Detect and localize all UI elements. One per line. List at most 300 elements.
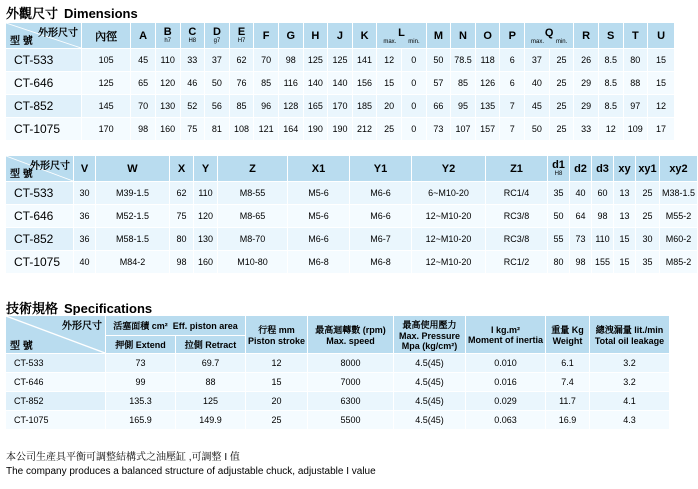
value-cell: M6-6 [350, 205, 412, 228]
col-header-z [218, 156, 288, 182]
value-cell: 25 [636, 182, 660, 205]
value-cell: 45 [131, 49, 156, 72]
value-cell: RC3/8 [486, 228, 548, 251]
value-cell: M8-70 [218, 228, 288, 251]
weight-en: Weight [552, 336, 583, 346]
value-cell: 0.016 [466, 373, 546, 392]
specifications-title-zh: 技術規格 [6, 301, 59, 316]
value-cell: 108 [229, 118, 254, 141]
col-label: R [582, 29, 591, 42]
model-cell: CT-646 [6, 72, 82, 95]
value-cell: 98 [278, 49, 303, 72]
value-cell: 13 [614, 182, 636, 205]
value-cell: 30 [74, 182, 96, 205]
col-label: K [360, 29, 369, 42]
value-cell: 0 [401, 118, 426, 141]
value-cell: 25 [549, 72, 574, 95]
value-cell: 157 [475, 118, 500, 141]
dimensions-title-en: Dimensions [64, 6, 138, 21]
value-cell: 110 [194, 182, 218, 205]
value-cell: 7.4 [546, 373, 590, 392]
value-cell: 26 [574, 49, 599, 72]
value-cell: 85 [451, 72, 476, 95]
col-label: H [311, 29, 320, 42]
value-cell: 6300 [308, 392, 394, 411]
weight-header [546, 316, 590, 354]
col-label: Y1 [373, 162, 388, 175]
value-cell: M60-2 [660, 228, 698, 251]
value-cell: 118 [475, 49, 500, 72]
value-cell: 65 [131, 72, 156, 95]
corner-header [6, 23, 82, 49]
value-cell: 4.5(45) [394, 373, 466, 392]
value-cell: 75 [180, 118, 205, 141]
col-label: X1 [311, 162, 326, 175]
col-header-h [303, 23, 328, 49]
value-cell: 6.1 [546, 354, 590, 373]
table-row [6, 49, 675, 72]
value-cell: 105 [82, 49, 131, 72]
value-cell: 121 [254, 118, 279, 141]
col-header-t [623, 23, 648, 49]
col-sublabel: H8 [188, 38, 197, 44]
col-label: B [163, 26, 172, 38]
value-cell: 70 [254, 49, 279, 72]
value-cell: M84-2 [96, 251, 170, 274]
value-cell: 8.5 [598, 49, 623, 72]
col-sublabels [525, 39, 573, 45]
col-header-c [180, 23, 205, 49]
model-cell: CT-646 [6, 205, 74, 228]
table-row [6, 95, 675, 118]
value-cell: 110 [155, 49, 180, 72]
col-header-l [377, 23, 426, 49]
value-cell: 7 [500, 118, 525, 141]
model-cell: CT-852 [6, 392, 106, 411]
col-header-m [426, 23, 451, 49]
value-cell: 98 [570, 251, 592, 274]
corner-outline-label: 外形尺寸 [38, 28, 79, 39]
dimensions-table-1 [5, 22, 675, 141]
value-cell: 156 [352, 72, 377, 95]
value-cell: 88 [176, 373, 246, 392]
value-cell: 25 [377, 118, 402, 141]
extend-header: 押側 Extend [106, 336, 176, 354]
col-sublabel: g7 [213, 38, 221, 44]
value-cell: 140 [328, 72, 353, 95]
value-cell: 190 [303, 118, 328, 141]
col-header-d2 [570, 156, 592, 182]
value-cell: 36 [74, 228, 96, 251]
value-cell: 0 [401, 49, 426, 72]
model-cell: CT-1075 [6, 118, 82, 141]
col-header-x1 [288, 156, 350, 182]
value-cell: 66 [426, 95, 451, 118]
col-label: d1 [552, 159, 565, 171]
table-row [6, 354, 670, 373]
value-cell: 0.029 [466, 392, 546, 411]
value-cell: 135 [475, 95, 500, 118]
value-cell: 62 [229, 49, 254, 72]
value-cell: 5500 [308, 411, 394, 430]
col-label: V [80, 162, 89, 175]
pressure-header [394, 316, 466, 354]
model-cell: CT-533 [6, 354, 106, 373]
value-cell: 165 [303, 95, 328, 118]
value-cell: 46 [180, 72, 205, 95]
value-cell: 98 [131, 118, 156, 141]
value-cell: M38-1.5 [660, 182, 698, 205]
value-cell: 12~M10-20 [412, 228, 486, 251]
value-cell: M8-65 [218, 205, 288, 228]
col-label: O [483, 29, 492, 42]
inertia-header [466, 316, 546, 354]
col-sublabel: h7 [164, 38, 172, 44]
col-letter: L [398, 26, 405, 39]
specifications-title-en: Specifications [64, 301, 153, 316]
table-row [6, 251, 698, 274]
sub-min: min. [555, 38, 568, 45]
value-cell: M6-8 [288, 251, 350, 274]
specifications-table [5, 315, 670, 430]
col-header-o [475, 23, 500, 49]
value-cell: 76 [229, 72, 254, 95]
col-label: xy [618, 162, 631, 175]
table-row [6, 228, 698, 251]
value-cell: 85 [254, 72, 279, 95]
leakage-header [590, 316, 670, 354]
value-cell: 4.1 [590, 392, 670, 411]
col-header-y1 [350, 156, 412, 182]
value-cell: 85 [229, 95, 254, 118]
col-label: xy1 [638, 162, 657, 175]
value-cell: 30 [636, 228, 660, 251]
value-cell: 0.010 [466, 354, 546, 373]
value-cell: 212 [352, 118, 377, 141]
value-cell: 164 [278, 118, 303, 141]
col-label: Y2 [441, 162, 456, 175]
model-cell: CT-533 [6, 49, 82, 72]
speed-zh: 最高迴轉數 (rpm) [315, 325, 386, 335]
value-cell: M5-6 [288, 205, 350, 228]
col-label: C [188, 26, 197, 38]
value-cell: 29 [574, 72, 599, 95]
value-cell: 35 [548, 182, 570, 205]
footer-note-zh: 本公司生產具平衡可調整結構式之油壓缸 ,可調整 I 值 [6, 452, 240, 463]
value-cell: 40 [525, 72, 550, 95]
table-row [6, 411, 670, 430]
col-header-x [170, 156, 194, 182]
value-cell: M39-1.5 [96, 182, 170, 205]
col-label: xy2 [669, 162, 688, 175]
value-cell: 50 [548, 205, 570, 228]
value-cell: 130 [194, 228, 218, 251]
speed-header [308, 316, 394, 354]
col-header-n [451, 23, 476, 49]
inertia-zh: I kg.m² [491, 324, 521, 335]
col-header-q [525, 23, 574, 49]
value-cell: 62 [170, 182, 194, 205]
value-cell: 16.9 [546, 411, 590, 430]
value-cell: 3.2 [590, 354, 670, 373]
value-cell: 0.063 [466, 411, 546, 430]
corner-outline-label: 外形尺寸 [30, 161, 70, 172]
value-cell: 40 [570, 182, 592, 205]
col-header-s [598, 23, 623, 49]
speed-en: Max. speed [326, 336, 375, 346]
model-cell: CT-1075 [6, 251, 74, 274]
value-cell: 107 [451, 118, 476, 141]
value-cell: 80 [623, 49, 648, 72]
value-cell: 15 [377, 72, 402, 95]
value-cell: 11.7 [546, 392, 590, 411]
value-cell: 88 [623, 72, 648, 95]
weight-zh: 重量 Kg [551, 325, 584, 335]
value-cell: 6 [500, 49, 525, 72]
value-cell: 185 [352, 95, 377, 118]
value-cell: 12 [246, 354, 308, 373]
value-cell: 50 [426, 49, 451, 72]
stroke-zh: 行程 mm [258, 325, 295, 335]
value-cell: 126 [475, 72, 500, 95]
value-cell: 29 [574, 95, 599, 118]
value-cell: 120 [155, 72, 180, 95]
value-cell: 135.3 [106, 392, 176, 411]
value-cell: RC3/8 [486, 205, 548, 228]
col-label: M [433, 29, 443, 42]
corner-model-label: 型 號 [10, 169, 33, 180]
pressure-en: Max. Pressure [398, 331, 461, 341]
value-cell: 12~M10-20 [412, 251, 486, 274]
value-cell: 4.5(45) [394, 411, 466, 430]
piston-area-header [106, 316, 246, 336]
col-label: W [127, 162, 138, 175]
value-cell: 8.5 [598, 72, 623, 95]
model-cell: CT-852 [6, 228, 74, 251]
value-cell: 116 [278, 72, 303, 95]
corner-model-label: 型 號 [10, 341, 33, 352]
value-cell: 190 [328, 118, 353, 141]
value-cell: 12 [598, 118, 623, 141]
col-sublabels [377, 39, 425, 45]
value-cell: 33 [574, 118, 599, 141]
value-cell: M58-1.5 [96, 228, 170, 251]
value-cell: 12 [377, 49, 402, 72]
value-cell: 95 [451, 95, 476, 118]
value-cell: 140 [303, 72, 328, 95]
value-cell: 120 [194, 205, 218, 228]
sub-max: max. [383, 38, 397, 45]
col-label: U [657, 29, 666, 42]
value-cell: 160 [155, 118, 180, 141]
value-cell: 50 [205, 72, 230, 95]
value-cell: 33 [180, 49, 205, 72]
leakage-en: Total oil leakage [594, 336, 665, 346]
value-cell: 15 [246, 373, 308, 392]
value-cell: 25 [549, 49, 574, 72]
col-label: P [508, 29, 516, 42]
value-cell: 165.9 [106, 411, 176, 430]
value-cell: 12 [648, 95, 675, 118]
pressure-unit: Mpa (kg/cm²) [401, 341, 458, 351]
sub-max: max. [531, 38, 545, 45]
value-cell: 8.5 [598, 95, 623, 118]
value-cell: 20 [246, 392, 308, 411]
value-cell: 25 [246, 411, 308, 430]
value-cell: 37 [205, 49, 230, 72]
col-label: X [177, 162, 186, 175]
value-cell: 97 [623, 95, 648, 118]
col-sublabel: H7 [237, 38, 246, 44]
value-cell: 109 [623, 118, 648, 141]
col-label: d3 [596, 162, 609, 175]
value-cell: 0 [401, 95, 426, 118]
dimensions-title [6, 3, 138, 22]
value-cell: 25 [636, 205, 660, 228]
value-cell: 70 [131, 95, 156, 118]
col-header-內徑 [82, 23, 131, 49]
col-label: D [212, 26, 221, 38]
value-cell: 6 [500, 72, 525, 95]
col-header-d1 [548, 156, 570, 182]
value-cell: M55-2 [660, 205, 698, 228]
value-cell: 8000 [308, 354, 394, 373]
value-cell: 25 [549, 118, 574, 141]
value-cell: 160 [194, 251, 218, 274]
col-header-d3 [592, 156, 614, 182]
value-cell: 75 [170, 205, 194, 228]
col-header-v [74, 156, 96, 182]
value-cell: 4.5(45) [394, 354, 466, 373]
value-cell: 170 [328, 95, 353, 118]
value-cell: 52 [180, 95, 205, 118]
value-cell: 0 [401, 72, 426, 95]
col-label: E [237, 26, 246, 38]
col-header-d [205, 23, 230, 49]
value-cell: 35 [636, 251, 660, 274]
sub-min: min. [408, 38, 420, 45]
piston-area-zh: 活塞面積 cm² [113, 321, 168, 331]
col-label: d2 [574, 162, 587, 175]
value-cell: M85-2 [660, 251, 698, 274]
col-header-xy2 [660, 156, 698, 182]
footer-note-en: The company produces a balanced structure of adjustable chuck, adjustable I value [6, 466, 376, 477]
value-cell: 128 [278, 95, 303, 118]
corner-outline-label: 外形尺寸 [62, 321, 102, 332]
value-cell: 15 [648, 49, 675, 72]
value-cell: M6-7 [350, 228, 412, 251]
value-cell: 4.5(45) [394, 392, 466, 411]
col-label: 內徑 [95, 30, 118, 43]
value-cell: M6-6 [350, 182, 412, 205]
inertia-en: Moment of inertia [468, 334, 544, 345]
model-cell: CT-1075 [6, 411, 106, 430]
value-cell: 20 [377, 95, 402, 118]
table-row [6, 392, 670, 411]
value-cell: 15 [648, 72, 675, 95]
value-cell: 149.9 [176, 411, 246, 430]
col-label: J [336, 29, 344, 42]
value-cell: 25 [549, 95, 574, 118]
col-label: T [631, 29, 639, 42]
model-cell: CT-852 [6, 95, 82, 118]
value-cell: 17 [648, 118, 675, 141]
value-cell: 69.7 [176, 354, 246, 373]
piston-area-en: Eff. piston area [172, 321, 238, 331]
value-cell: 55 [548, 228, 570, 251]
col-header-f [254, 23, 279, 49]
leakage-zh: 總洩漏量 lit./min [595, 325, 664, 335]
value-cell: 78.5 [451, 49, 476, 72]
corner-model-label: 型 號 [10, 36, 33, 47]
value-cell: 15 [614, 251, 636, 274]
value-cell: 155 [592, 251, 614, 274]
col-header-e [229, 23, 254, 49]
col-label: Y [201, 162, 210, 175]
col-header-y2 [412, 156, 486, 182]
value-cell: 60 [592, 182, 614, 205]
value-cell: M6-8 [350, 251, 412, 274]
value-cell: 7 [500, 95, 525, 118]
dimensions-title-zh: 外觀尺寸 [6, 6, 59, 21]
table-row [6, 205, 698, 228]
value-cell: 73 [570, 228, 592, 251]
stroke-header [246, 316, 308, 354]
value-cell: 3.2 [590, 373, 670, 392]
col-sublabel: H8 [554, 171, 563, 177]
value-cell: 64 [570, 205, 592, 228]
value-cell: 125 [303, 49, 328, 72]
pressure-zh: 最高使用壓力 [402, 320, 457, 330]
stroke-en: Piston stroke [248, 336, 306, 346]
col-label: Z1 [510, 162, 523, 175]
value-cell: 13 [614, 205, 636, 228]
value-cell: 7000 [308, 373, 394, 392]
value-cell: M6-6 [288, 228, 350, 251]
spec-corner-header [6, 316, 106, 354]
value-cell: 4.3 [590, 411, 670, 430]
col-header-g [278, 23, 303, 49]
value-cell: 80 [170, 228, 194, 251]
value-cell: M8-55 [218, 182, 288, 205]
value-cell: 98 [170, 251, 194, 274]
value-cell: 145 [82, 95, 131, 118]
col-header-p [500, 23, 525, 49]
value-cell: 36 [74, 205, 96, 228]
table-row [6, 182, 698, 205]
model-cell: CT-533 [6, 182, 74, 205]
value-cell: 125 [328, 49, 353, 72]
col-header-b [155, 23, 180, 49]
value-cell: 81 [205, 118, 230, 141]
col-header-y [194, 156, 218, 182]
value-cell: RC1/2 [486, 251, 548, 274]
col-header-u [648, 23, 675, 49]
col-label: G [286, 29, 296, 42]
value-cell: 80 [548, 251, 570, 274]
value-cell: M52-1.5 [96, 205, 170, 228]
value-cell: 125 [82, 72, 131, 95]
col-header-r [574, 23, 599, 49]
table-row [6, 118, 675, 141]
value-cell: 37 [525, 49, 550, 72]
value-cell: 141 [352, 49, 377, 72]
corner-header [6, 156, 74, 182]
value-cell: RC1/4 [486, 182, 548, 205]
value-cell: 6~M10-20 [412, 182, 486, 205]
col-letter: Q [544, 26, 554, 39]
dimensions-table-2 [5, 155, 698, 274]
